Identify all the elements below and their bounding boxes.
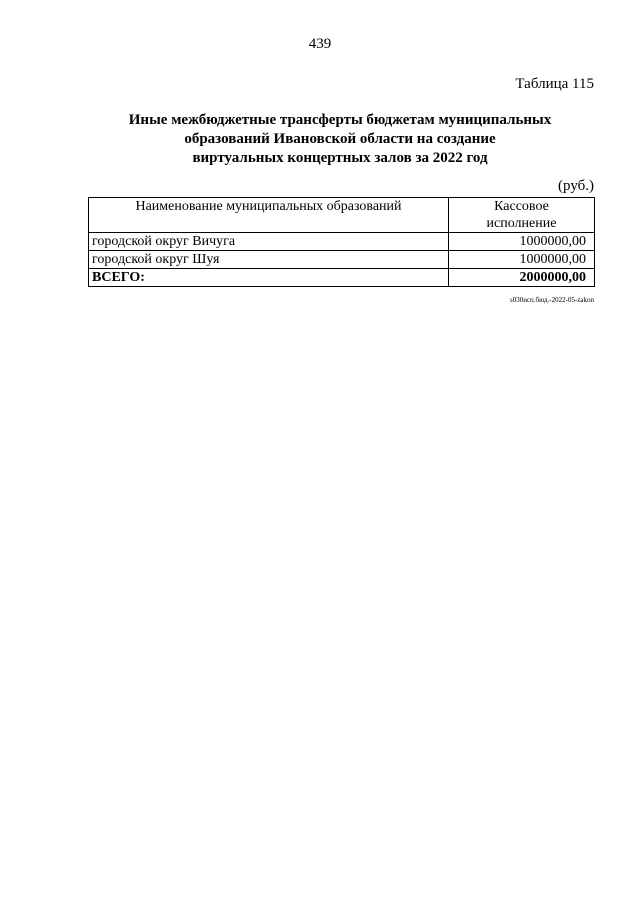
- table-row: [89, 233, 595, 251]
- total-label: ВСЕГО:: [89, 269, 449, 287]
- header-municipality-name: Наименование муниципальных образований: [89, 198, 449, 233]
- table-label: Таблица 115: [515, 76, 594, 92]
- header-cash-execution-line-2: исполнение: [486, 216, 557, 231]
- transfers-table: [88, 197, 595, 287]
- header-cash-execution: [449, 198, 595, 233]
- table-total-row: [89, 269, 595, 287]
- row-cash-execution-value: 1000000,00: [449, 251, 595, 269]
- row-municipality-name: городской округ Шуя: [89, 251, 449, 269]
- page-number: 439: [308, 36, 332, 52]
- row-cash-execution-value: 1000000,00: [449, 233, 595, 251]
- table-header-row: [89, 198, 595, 233]
- header-cash-execution-line-1: Кассовое: [494, 199, 549, 214]
- title-line-2: образований Ивановской области на создание: [184, 131, 496, 147]
- total-value: 2000000,00: [449, 269, 595, 287]
- row-municipality-name: городской округ Вичуга: [89, 233, 449, 251]
- currency-unit: (руб.): [558, 178, 594, 194]
- document-title: [80, 111, 600, 168]
- title-line-1: Иные межбюджетные трансферты бюджетам муниципальных: [128, 112, 552, 128]
- document-code: s030исп.бюд.-2022-05-zakon: [509, 296, 594, 304]
- title-line-3: виртуальных концертных залов за 2022 год: [192, 150, 488, 166]
- table-row: [89, 251, 595, 269]
